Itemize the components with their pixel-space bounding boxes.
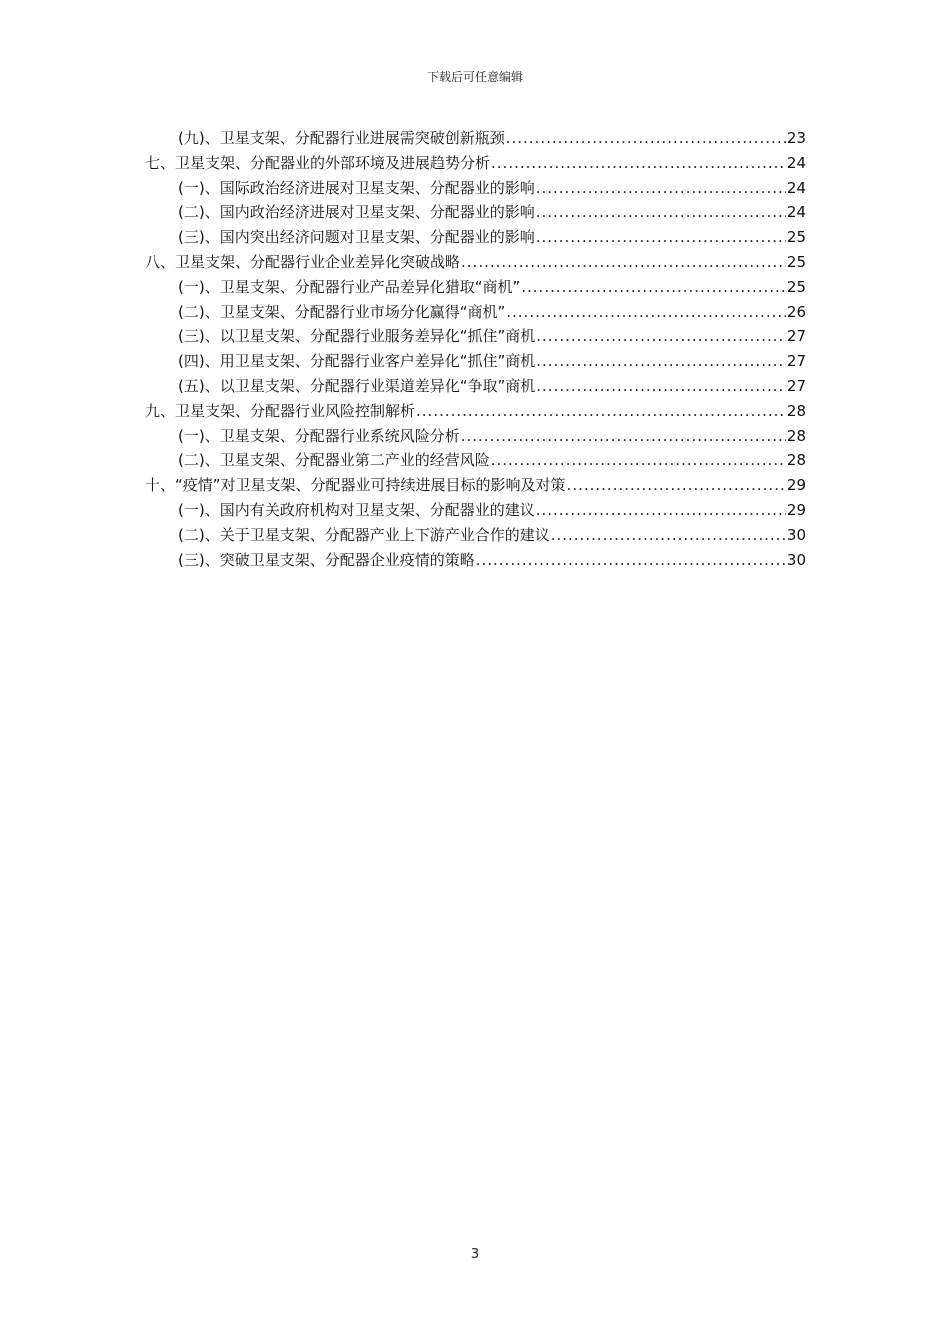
table-of-contents bbox=[145, 126, 806, 572]
toc-entry[interactable] bbox=[145, 424, 806, 449]
toc-entry-title: (五)、以卫星支架、分配器行业渠道差异化“争取”商机 bbox=[178, 376, 536, 395]
toc-entry-page: 25 bbox=[786, 277, 806, 296]
toc-entry-title: (三)、国内突出经济问题对卫星支架、分配器业的影响 bbox=[178, 228, 535, 247]
toc-leader-dots bbox=[536, 176, 786, 201]
toc-entry[interactable] bbox=[145, 126, 806, 151]
toc-leader-dots bbox=[536, 225, 786, 250]
toc-leader-dots bbox=[506, 300, 786, 325]
toc-leader-dots bbox=[491, 151, 786, 176]
toc-leader-dots bbox=[491, 448, 786, 473]
toc-entry[interactable] bbox=[145, 275, 806, 300]
toc-entry[interactable] bbox=[145, 151, 806, 176]
toc-entry[interactable] bbox=[145, 225, 806, 250]
toc-entry-page: 25 bbox=[786, 228, 806, 247]
toc-entry-page: 24 bbox=[786, 178, 806, 197]
toc-entry-title: (三)、以卫星支架、分配器行业服务差异化“抓住”商机 bbox=[178, 327, 536, 346]
toc-leader-dots bbox=[461, 250, 786, 275]
toc-entry-page: 29 bbox=[786, 500, 806, 519]
toc-entry-page: 24 bbox=[786, 203, 806, 222]
toc-entry-title: 八、卫星支架、分配器行业企业差异化突破战略 bbox=[145, 252, 461, 271]
toc-leader-dots bbox=[506, 126, 786, 151]
toc-entry-title: 九、卫星支架、分配器行业风险控制解析 bbox=[145, 401, 416, 420]
toc-entry[interactable] bbox=[145, 498, 806, 523]
page-header: 下载后可任意编辑 bbox=[426, 70, 523, 84]
toc-entry-title: (九)、卫星支架、分配器行业进展需突破创新瓶颈 bbox=[178, 129, 505, 147]
toc-entry[interactable] bbox=[145, 548, 806, 573]
page-number: 3 bbox=[470, 1247, 480, 1262]
toc-entry[interactable] bbox=[145, 324, 806, 349]
toc-entry-page: 28 bbox=[786, 401, 806, 420]
toc-leader-dots bbox=[536, 374, 786, 399]
toc-entry-title: 七、卫星支架、分配器业的外部环境及进展趋势分析 bbox=[145, 153, 491, 172]
toc-entry[interactable] bbox=[145, 300, 806, 325]
toc-entry-page: 24 bbox=[786, 153, 806, 172]
toc-entry-title: (二)、国内政治经济进展对卫星支架、分配器业的影响 bbox=[178, 203, 535, 222]
toc-entry-page: 28 bbox=[786, 451, 806, 470]
toc-entry-page: 30 bbox=[786, 550, 806, 569]
toc-leader-dots bbox=[536, 349, 786, 374]
toc-entry-title: (二)、卫星支架、分配器业第二产业的经营风险 bbox=[178, 451, 490, 470]
toc-entry[interactable] bbox=[145, 349, 806, 374]
toc-entry-title: (一)、卫星支架、分配器行业系统风险分析 bbox=[178, 426, 460, 445]
toc-entry-page: 30 bbox=[786, 525, 806, 544]
toc-entry-page: 29 bbox=[786, 476, 806, 495]
toc-entry-title: (三)、突破卫星支架、分配器企业疫情的策略 bbox=[178, 550, 475, 569]
toc-leader-dots bbox=[476, 548, 786, 573]
toc-entry-page: 23 bbox=[786, 129, 806, 147]
toc-entry-title: (一)、卫星支架、分配器行业产品差异化猎取“商机” bbox=[178, 277, 521, 296]
toc-entry[interactable] bbox=[145, 473, 806, 498]
toc-entry-page: 27 bbox=[786, 327, 806, 346]
toc-leader-dots bbox=[521, 275, 786, 300]
toc-leader-dots bbox=[551, 523, 786, 548]
toc-entry-title: (一)、国际政治经济进展对卫星支架、分配器业的影响 bbox=[178, 178, 535, 197]
toc-leader-dots bbox=[567, 473, 786, 498]
toc-entry[interactable] bbox=[145, 399, 806, 424]
toc-entry[interactable] bbox=[145, 200, 806, 225]
toc-leader-dots bbox=[461, 424, 786, 449]
toc-leader-dots bbox=[416, 399, 786, 424]
toc-entry-title: (二)、卫星支架、分配器行业市场分化赢得“商机” bbox=[178, 302, 506, 321]
toc-entry-page: 26 bbox=[786, 302, 806, 321]
toc-leader-dots bbox=[536, 498, 786, 523]
toc-entry[interactable] bbox=[145, 250, 806, 275]
toc-entry[interactable] bbox=[145, 523, 806, 548]
toc-leader-dots bbox=[536, 324, 786, 349]
toc-entry-page: 27 bbox=[786, 376, 806, 395]
toc-entry-title: (二)、关于卫星支架、分配器产业上下游产业合作的建议 bbox=[178, 525, 550, 544]
toc-entry-title: (四)、用卫星支架、分配器行业客户差异化“抓住”商机 bbox=[178, 352, 536, 371]
toc-entry[interactable] bbox=[145, 374, 806, 399]
toc-entry-title: 十、“疫情”对卫星支架、分配器业可持续进展目标的影响及对策 bbox=[145, 476, 566, 495]
toc-entry-title: (一)、国内有关政府机构对卫星支架、分配器业的建议 bbox=[178, 500, 535, 519]
toc-entry[interactable] bbox=[145, 176, 806, 201]
toc-entry[interactable] bbox=[145, 448, 806, 473]
toc-entry-page: 25 bbox=[786, 252, 806, 271]
toc-entry-page: 28 bbox=[786, 426, 806, 445]
toc-entry-page: 27 bbox=[786, 352, 806, 371]
toc-leader-dots bbox=[536, 200, 786, 225]
